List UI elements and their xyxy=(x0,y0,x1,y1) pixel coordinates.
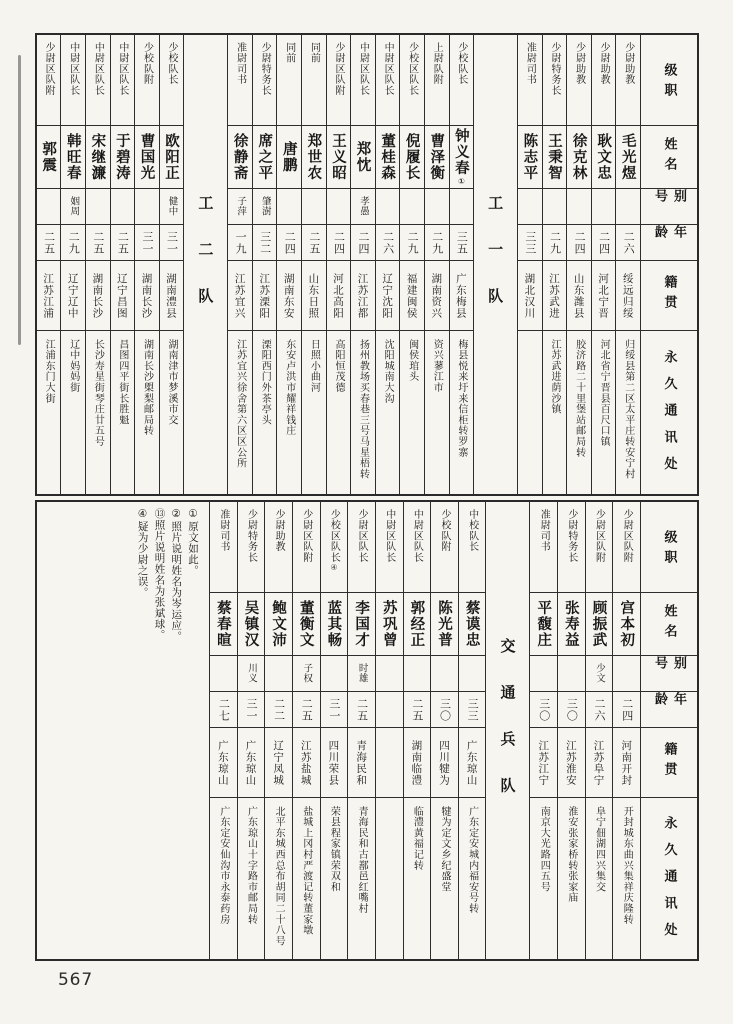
header-native-label: 籍贯 xyxy=(641,728,697,798)
person-column xyxy=(585,502,613,959)
header-address-label: 永久通讯处 xyxy=(661,815,677,950)
person-column xyxy=(403,502,431,959)
alias-cell xyxy=(459,656,486,692)
team-column xyxy=(473,35,517,494)
name-cell: 蔡春暄 xyxy=(210,593,237,656)
person-column xyxy=(276,35,301,494)
address-cell: 开封城东曲兴集祥庆隆转 xyxy=(621,806,633,925)
header-age-label: 年龄 xyxy=(641,692,697,728)
native-cell: 山东潍县 xyxy=(567,261,591,331)
address-cell: 日照小曲河 xyxy=(308,339,320,393)
person-column xyxy=(612,502,640,959)
alias-cell: 时雄 xyxy=(348,656,375,692)
person-column xyxy=(375,35,400,494)
alias-cell xyxy=(265,656,292,692)
name-cell: 宋继濂 xyxy=(86,126,110,189)
name-cell: 于碧涛 xyxy=(111,126,135,189)
person-column xyxy=(615,35,640,494)
age-cell: 二五 xyxy=(86,225,110,261)
alias-cell: 健中 xyxy=(160,189,184,225)
age-cell: 一九 xyxy=(228,225,252,261)
address-cell: 昌图四平街长胜魁 xyxy=(116,339,128,426)
age-cell: 二九 xyxy=(425,225,449,261)
rank-cell: 少尉区队附 xyxy=(37,35,61,126)
alias-cell: 子权 xyxy=(293,656,320,692)
person-column xyxy=(37,35,61,494)
person-column xyxy=(134,35,159,494)
native-cell: 江苏江都 xyxy=(351,261,375,331)
name-cell: 徐克林 xyxy=(567,126,591,189)
address-cell: 胶济路二十里堡站邮局转 xyxy=(573,339,585,458)
alias-cell xyxy=(431,656,458,692)
age-cell: 三一 xyxy=(321,692,348,728)
address-cell: 江苏武进荫沙镇 xyxy=(548,339,560,415)
age-cell: 三一 xyxy=(238,692,265,728)
rank-cell: 准尉司书 xyxy=(210,502,237,593)
header-name-label: 姓名 xyxy=(641,126,697,189)
address-cell xyxy=(518,331,542,494)
rank-cell: 同前 xyxy=(277,35,301,126)
name-cell: 郑忱 xyxy=(351,126,375,189)
person-column xyxy=(227,35,252,494)
native-cell xyxy=(376,728,403,798)
address-cell: 河北省宁晋县百尺口镇 xyxy=(598,339,610,447)
rank-cell: 中校队长 xyxy=(459,502,486,593)
age-cell: 三〇 xyxy=(530,692,557,728)
person-column xyxy=(301,35,326,494)
address-cell: 南京大光路四五号 xyxy=(538,806,550,893)
address-cell: 广东定安城内福安号转 xyxy=(466,806,478,914)
alias-cell: 孝愚 xyxy=(351,189,375,225)
alias-cell xyxy=(37,189,61,225)
rank-cell: 少尉助教 xyxy=(567,35,591,126)
alias-cell xyxy=(321,656,348,692)
rank-cell: 少尉特务长 xyxy=(543,35,567,126)
address-cell: 盐城上冈村严渡记转董家墩 xyxy=(300,806,312,936)
alias-cell xyxy=(86,189,110,225)
person-column xyxy=(458,502,486,959)
native-cell: 湖南澧县 xyxy=(160,261,184,331)
age-cell: 二四 xyxy=(592,225,616,261)
rank-cell: 少尉特务长 xyxy=(253,35,277,126)
age-cell: 二四 xyxy=(567,225,591,261)
person-column xyxy=(60,35,85,494)
age-cell: 二四 xyxy=(351,225,375,261)
alias-cell xyxy=(135,189,159,225)
address-cell xyxy=(376,798,403,959)
name-cell: 曹泽衡 xyxy=(425,126,449,189)
age-cell: 二五 xyxy=(111,225,135,261)
address-cell: 归绥县第二区太平庄转安宁村 xyxy=(622,339,634,480)
native-cell: 江苏宜兴 xyxy=(228,261,252,331)
age-cell: 二四 xyxy=(613,692,640,728)
native-cell: 湖北汉川 xyxy=(518,261,542,331)
native-cell: 广东琼山 xyxy=(459,728,486,798)
address-cell: 长沙寿星街琴庄廿五号 xyxy=(92,339,104,447)
footnote-line: ④疑为少尉之误。 xyxy=(136,508,149,598)
alias-cell xyxy=(613,656,640,692)
name-cell: 蔡谟忠 xyxy=(459,593,486,656)
rank-cell: 少尉区队附 xyxy=(293,502,320,593)
name-cell: 平馥庄 xyxy=(530,593,557,656)
address-cell: 闽侯琯头 xyxy=(406,339,418,383)
rank-cell: 准尉司书 xyxy=(530,502,557,593)
native-cell: 辽宁沈阳 xyxy=(376,261,400,331)
rank-cell: 少尉区队附 xyxy=(327,35,351,126)
rank-cell: 少校队附 xyxy=(431,502,458,593)
alias-cell xyxy=(376,656,403,692)
age-cell: 三一 xyxy=(135,225,159,261)
native-cell: 广东琼山 xyxy=(238,728,265,798)
name-cell: 毛光煜 xyxy=(616,126,640,189)
address-cell: 阜宁佃湖四兴集交 xyxy=(593,806,605,893)
rank-cell: 中尉区队长 xyxy=(61,35,85,126)
name-cell: 韩旺春 xyxy=(61,126,85,189)
alias-cell: 姻周 xyxy=(61,189,85,225)
age-cell: 二四 xyxy=(277,225,301,261)
address-cell: 犍为定文乡纪盛堂 xyxy=(438,806,450,893)
person-column xyxy=(529,502,557,959)
roster-table-work-teams xyxy=(35,33,699,496)
person-column xyxy=(326,35,351,494)
native-cell: 江苏盐城 xyxy=(293,728,320,798)
address-cell: 梅县悦来圩来信柜转罗寨 xyxy=(455,339,467,458)
age-cell: 二九 xyxy=(400,225,424,261)
address-cell: 东安卢洪市耀祥钱庄 xyxy=(283,339,295,437)
rank-cell: 准尉司书 xyxy=(228,35,252,126)
name-cell: 蓝其畅 xyxy=(321,593,348,656)
team-label: 工二队 xyxy=(196,194,215,335)
address-cell: 青海民和古鄯邑红嘴村 xyxy=(356,806,368,914)
rank-cell: 少尉区队长 xyxy=(348,502,375,593)
scan-gutter-shadow xyxy=(18,55,21,345)
name-cell: 王秉智 xyxy=(543,126,567,189)
name-cell: 宫本初 xyxy=(613,593,640,656)
person-column xyxy=(110,35,135,494)
age-cell: 三五 xyxy=(450,225,474,261)
alias-cell: 子萍 xyxy=(228,189,252,225)
name-cell: 徐静斋 xyxy=(228,126,252,189)
native-cell: 绥远归绥 xyxy=(616,261,640,331)
name-cell: 耿文忠 xyxy=(592,126,616,189)
native-cell: 江苏江浦 xyxy=(37,261,61,331)
native-cell: 福建闽侯 xyxy=(400,261,424,331)
native-cell: 湖南东安 xyxy=(277,261,301,331)
rank-cell: 少校区队长 ④ xyxy=(321,502,348,593)
name-cell: 陈光普 xyxy=(431,593,458,656)
person-column xyxy=(591,35,616,494)
name-cell: 吴镇汉 xyxy=(238,593,265,656)
alias-cell: 肇澍 xyxy=(253,189,277,225)
age-cell: 二五 xyxy=(293,692,320,728)
header-alias-label: 别号 xyxy=(641,656,697,692)
alias-cell xyxy=(404,656,431,692)
native-cell: 湖南长沙 xyxy=(86,261,110,331)
age-cell: 二四 xyxy=(327,225,351,261)
team-column xyxy=(485,502,529,959)
address-cell: 高阳恒茂德 xyxy=(332,339,344,393)
address-cell: 溧阳西门外茶亭头 xyxy=(259,339,271,426)
native-cell: 湖南临澧 xyxy=(404,728,431,798)
native-cell: 河南开封 xyxy=(613,728,640,798)
native-cell: 广东梅县 xyxy=(450,261,474,331)
person-column xyxy=(424,35,449,494)
person-column xyxy=(542,35,567,494)
alias-cell xyxy=(592,189,616,225)
alias-cell xyxy=(530,656,557,692)
header-rank-label: 级职 xyxy=(641,502,697,593)
address-cell: 临澧黄福记转 xyxy=(411,806,423,871)
person-column xyxy=(347,502,375,959)
age-cell: 二七 xyxy=(210,692,237,728)
rank-cell: 少尉助教 xyxy=(616,35,640,126)
footnote-line: ①原文如此。 xyxy=(187,508,200,576)
address-cell: 广东琼山十字路市邮局转 xyxy=(245,806,257,925)
empty-area xyxy=(37,502,209,959)
person-column xyxy=(320,502,348,959)
address-cell: 淮安张家桥转张家庙 xyxy=(565,806,577,904)
native-cell: 辽宁辽中 xyxy=(61,261,85,331)
age-cell: 二九 xyxy=(61,225,85,261)
address-cell: 荣县程家镇荣双和 xyxy=(328,806,340,893)
name-cell: 张寿益 xyxy=(558,593,585,656)
person-column xyxy=(159,35,184,494)
native-cell: 湖南资兴 xyxy=(425,261,449,331)
address-cell: 资兴蓼江市 xyxy=(431,339,443,393)
name-cell: 陈志平 xyxy=(518,126,542,189)
address-cell: 湖南津市梦溪市交 xyxy=(166,339,178,426)
name-cell: 李国才 xyxy=(348,593,375,656)
alias-cell xyxy=(376,189,400,225)
rank-cell: 中尉区队长 xyxy=(404,502,431,593)
header-alias-label: 别号 xyxy=(641,189,697,225)
alias-cell xyxy=(277,189,301,225)
address-cell: 北平东城西总布胡同二十八号 xyxy=(273,806,285,947)
person-column xyxy=(517,35,542,494)
address-cell: 江苏宜兴徐舍第六区区公所 xyxy=(234,339,246,469)
person-column xyxy=(566,35,591,494)
person-column xyxy=(292,502,320,959)
person-column xyxy=(209,502,237,959)
age-cell: 三〇 xyxy=(558,692,585,728)
address-cell: 湖南长沙㮾梨邮局转 xyxy=(141,339,153,437)
native-cell: 辽宁昌图 xyxy=(111,261,135,331)
age-cell: 二六 xyxy=(616,225,640,261)
name-cell: 钟义春 ① xyxy=(450,126,474,189)
rank-cell: 少校队附 xyxy=(135,35,159,126)
name-cell: 郭经正 xyxy=(404,593,431,656)
team-label: 交通兵队 xyxy=(498,637,517,824)
age-cell: 二五 xyxy=(348,692,375,728)
footnote-marker: ④ xyxy=(329,563,339,572)
rank-cell: 少尉特务长 xyxy=(238,502,265,593)
alias-cell: 川义 xyxy=(238,656,265,692)
age-cell: 二六 xyxy=(376,225,400,261)
person-column xyxy=(252,35,277,494)
native-cell: 河北高阳 xyxy=(327,261,351,331)
age-cell: 二五 xyxy=(302,225,326,261)
name-cell: 顾振武 xyxy=(586,593,613,656)
roster-table-transport-corps xyxy=(35,500,699,961)
address-cell: 广东定安仙沟市永泰药房 xyxy=(217,806,229,925)
rank-cell: 少校队长 xyxy=(450,35,474,126)
native-cell: 江苏江宁 xyxy=(530,728,557,798)
age-cell: 三二 xyxy=(253,225,277,261)
person-column xyxy=(350,35,375,494)
native-cell: 广东琼山 xyxy=(210,728,237,798)
alias-cell xyxy=(616,189,640,225)
native-cell: 江苏溧阳 xyxy=(253,261,277,331)
rank-cell: 少尉特务长 xyxy=(558,502,585,593)
alias-cell xyxy=(327,189,351,225)
name-cell: 曹国光 xyxy=(135,126,159,189)
person-column xyxy=(449,35,474,494)
alias-cell xyxy=(425,189,449,225)
name-cell: 王义昭 xyxy=(327,126,351,189)
alias-cell xyxy=(111,189,135,225)
age-cell: 二二 xyxy=(265,692,292,728)
rank-cell: 中尉区队长 xyxy=(376,35,400,126)
name-cell: 董衡文 xyxy=(293,593,320,656)
rank-cell: 中尉区队长 xyxy=(351,35,375,126)
age-cell: 二五 xyxy=(37,225,61,261)
alias-cell xyxy=(400,189,424,225)
name-cell: 倪履长 xyxy=(400,126,424,189)
age-cell: 三三 xyxy=(518,225,542,261)
age-cell: 三三 xyxy=(459,692,486,728)
person-column xyxy=(85,35,110,494)
alias-cell xyxy=(518,189,542,225)
native-cell: 四川荣县 xyxy=(321,728,348,798)
rank-cell: 少校队长 xyxy=(160,35,184,126)
name-cell: 苏巩曾 xyxy=(376,593,403,656)
team-column xyxy=(183,35,227,494)
alias-cell xyxy=(210,656,237,692)
person-column xyxy=(557,502,585,959)
alias-cell xyxy=(558,656,585,692)
name-cell: 郭震 xyxy=(37,126,61,189)
age-cell: 二五 xyxy=(404,692,431,728)
native-cell: 四川犍为 xyxy=(431,728,458,798)
footnote-line: ②照片说明姓名为岑运应。 xyxy=(170,508,183,642)
age-cell: 二九 xyxy=(543,225,567,261)
person-column xyxy=(264,502,292,959)
name-cell: 席之平 xyxy=(253,126,277,189)
person-column xyxy=(399,35,424,494)
rank-cell: 中尉区队长 xyxy=(376,502,403,593)
alias-cell xyxy=(567,189,591,225)
person-column xyxy=(375,502,403,959)
rank-cell: 少校区队长 xyxy=(400,35,424,126)
header-name-label: 姓名 xyxy=(641,593,697,656)
rank-cell: 准尉司书 xyxy=(518,35,542,126)
name-cell: 唐鹏 xyxy=(277,126,301,189)
team-label: 工一队 xyxy=(486,194,505,335)
native-cell: 江苏阜宁 xyxy=(586,728,613,798)
rank-cell: 少尉助教 xyxy=(592,35,616,126)
age-cell: 三〇 xyxy=(431,692,458,728)
footnote-marker: ① xyxy=(456,176,466,186)
header-address-label: 永久通讯处 xyxy=(661,349,677,484)
person-column xyxy=(430,502,458,959)
header-column xyxy=(640,35,697,494)
rank-cell: 同前 xyxy=(302,35,326,126)
address-cell: 扬州教场买春巷三号马星梧转 xyxy=(357,339,369,480)
native-cell: 青海民和 xyxy=(348,728,375,798)
age-cell xyxy=(376,692,403,728)
address-cell: 江浦东门大街 xyxy=(43,339,55,404)
rank-cell: 中尉区队长 xyxy=(111,35,135,126)
address-cell: 辽中妈妈街 xyxy=(67,339,79,393)
rank-cell: 上尉队附 xyxy=(425,35,449,126)
native-cell: 山东日照 xyxy=(302,261,326,331)
page-number: 567 xyxy=(58,970,93,990)
header-column xyxy=(640,502,697,959)
native-cell: 辽宁凤城 xyxy=(265,728,292,798)
alias-cell: 少文 xyxy=(586,656,613,692)
native-cell: 河北宁晋 xyxy=(592,261,616,331)
header-age-label: 年龄 xyxy=(641,225,697,261)
age-cell: 三一 xyxy=(160,225,184,261)
rank-cell: 少尉区队附 xyxy=(586,502,613,593)
name-cell: 董桂森 xyxy=(376,126,400,189)
address-cell: 沈阳城南大沟 xyxy=(382,339,394,404)
rank-cell: 中尉区队长 xyxy=(86,35,110,126)
rank-cell: 少尉区队附 xyxy=(613,502,640,593)
alias-cell xyxy=(302,189,326,225)
age-cell: 二六 xyxy=(586,692,613,728)
name-cell: 郑世农 xyxy=(302,126,326,189)
footnote-line: ⑬照片说明姓名为张斌球。 xyxy=(153,508,166,641)
name-cell: 欧阳正 xyxy=(160,126,184,189)
header-rank-label: 级职 xyxy=(641,35,697,126)
alias-cell xyxy=(450,189,474,225)
name-cell: 鲍文沛 xyxy=(265,593,292,656)
person-column xyxy=(237,502,265,959)
header-native-label: 籍贯 xyxy=(641,261,697,331)
native-cell: 湖南长沙 xyxy=(135,261,159,331)
footnotes-block xyxy=(134,508,201,750)
alias-cell xyxy=(543,189,567,225)
rank-cell: 少尉助教 xyxy=(265,502,292,593)
native-cell: 江苏淮安 xyxy=(558,728,585,798)
native-cell: 江苏武进 xyxy=(543,261,567,331)
